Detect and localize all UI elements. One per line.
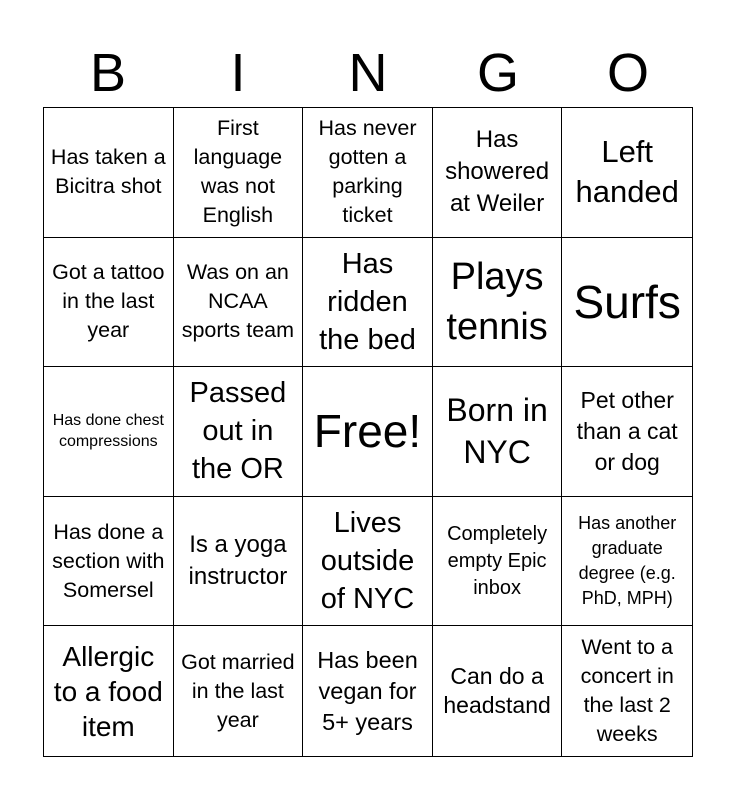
bingo-cell[interactable] xyxy=(44,367,174,497)
cell-text: Completely empty Epic inbox xyxy=(447,522,548,599)
cell-text: Passed out in the OR xyxy=(189,377,287,486)
cell-text: Was on an NCAA sports team xyxy=(181,260,295,343)
bingo-cell[interactable] xyxy=(562,367,692,497)
bingo-cell[interactable] xyxy=(44,108,174,238)
bingo-cell[interactable] xyxy=(562,238,692,368)
cell-text: Has never gotten a parking ticket xyxy=(318,116,417,228)
bingo-cell[interactable] xyxy=(433,626,563,756)
bingo-cell[interactable] xyxy=(174,497,304,627)
bingo-cell[interactable] xyxy=(562,497,692,627)
cell-text: Has taken a Bicitra shot xyxy=(50,145,166,199)
bingo-cell[interactable] xyxy=(44,626,174,756)
bingo-cell[interactable] xyxy=(303,626,433,756)
bingo-cell[interactable] xyxy=(433,367,563,497)
cell-text: Left handed xyxy=(575,134,679,210)
cell-text: Has another graduate degree (e.g. PhD, MPH) xyxy=(578,513,677,609)
header-letter-i: I xyxy=(230,43,246,103)
bingo-cell[interactable] xyxy=(174,108,304,238)
cell-text: Born in NYC xyxy=(446,392,548,471)
bingo-cell[interactable] xyxy=(562,626,692,756)
cell-text: Can do a headstand xyxy=(443,663,551,719)
bingo-cell[interactable] xyxy=(433,238,563,368)
bingo-cell[interactable] xyxy=(174,626,304,756)
bingo-cell[interactable] xyxy=(562,108,692,238)
cell-text: Has showered at Weiler xyxy=(445,126,550,218)
header-letter-n: N xyxy=(348,43,388,103)
cell-text: Pet other than a cat or dog xyxy=(576,386,678,475)
cell-text: Has done chest compressions xyxy=(52,412,164,451)
cell-text: First language was not English xyxy=(193,116,283,228)
bingo-cell[interactable] xyxy=(433,108,563,238)
bingo-cell[interactable] xyxy=(303,108,433,238)
free-space-text: Free! xyxy=(313,405,422,458)
bingo-cell[interactable] xyxy=(174,238,304,368)
cell-text: Allergic to a food item xyxy=(53,640,163,742)
bingo-cell[interactable] xyxy=(44,497,174,627)
cell-text: Got married in the last year xyxy=(181,649,295,732)
header-letter-o: O xyxy=(606,43,649,103)
header-letter-b: B xyxy=(89,43,127,103)
bingo-cell[interactable] xyxy=(303,497,433,627)
bingo-cell[interactable] xyxy=(303,238,433,368)
header-letter-g: G xyxy=(476,43,519,103)
cell-text: Is a yoga instructor xyxy=(188,531,288,591)
bingo-board xyxy=(43,107,693,757)
cell-text: Went to a concert in the last 2 weeks xyxy=(580,635,674,747)
bingo-cell[interactable] xyxy=(433,497,563,627)
cell-text: Plays tennis xyxy=(446,255,548,348)
free-space-cell[interactable] xyxy=(303,367,433,497)
cell-text: Has done a section with Somersel xyxy=(52,519,165,602)
cell-text: Surfs xyxy=(573,275,681,328)
cell-text: Got a tattoo in the last year xyxy=(52,260,165,343)
cell-text: Has ridden the bed xyxy=(319,247,416,356)
cell-text: Lives outside of NYC xyxy=(320,507,415,616)
bingo-cell[interactable] xyxy=(174,367,304,497)
bingo-cell[interactable] xyxy=(44,238,174,368)
bingo-header xyxy=(43,40,693,106)
cell-text: Has been vegan for 5+ years xyxy=(317,646,418,735)
